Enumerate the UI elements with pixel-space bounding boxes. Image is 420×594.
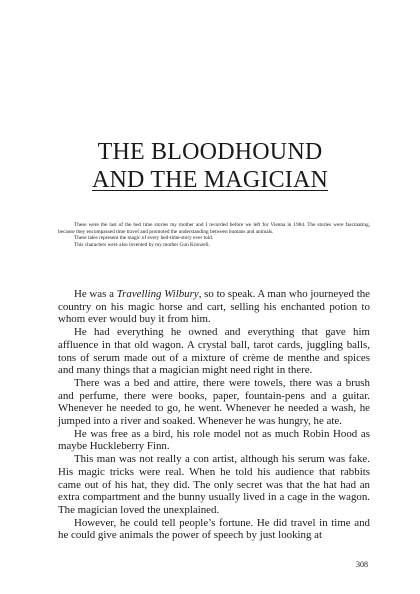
body-paragraph-6: However, he could tell people’s fortune. He did travel in time and he could give animals the power of speech by just looking at <box>58 516 370 542</box>
body-paragraph-3: There was a bed and attire, there were towels, there was a brush and perfume, there were books, paper, fountain-pens and a guitar. Whenever he needed to go, he went. Whenever he needed a wash, he jumped into a river and soaked. Whenever he was hungry, he ate. <box>58 376 370 428</box>
body-paragraph-1-italic: Travelling Wilbury <box>116 288 199 300</box>
preface-paragraph-3: This characters were also invented by my mother Gun Kronzell. <box>74 241 210 248</box>
body-paragraph-5: This man was not really a con artist, although his serum was fake. His magic tricks were real. When he told his audience that rabbits came out of his hat, they did. The only secret was that the hat had an extra compartment and the bunny usually lived in a cage in the wagon. The magician loved the unexplained. <box>58 453 370 516</box>
chapter-preface <box>58 222 370 248</box>
chapter-title-line-2: AND THE MAGICIAN <box>91 167 329 193</box>
body-paragraph-1-start: He was a <box>74 288 117 300</box>
preface-paragraph-2: These tales represent the magic of every bed-time-story ever told. <box>74 235 214 242</box>
body-paragraph-2: He had everything he owned and everything that gave him affluence in that old wagon. A crystal ball, tarot cards, juggling balls, tons of serum made out of a mixture of crème de menthe and spices and many things that a magician might need right in there. <box>58 326 370 377</box>
body-paragraph-1-end: , so to speak. A man who journeyed the country on his magic horse and cart, selling his enchanted potion to whom ever would buy it from him. <box>58 288 370 326</box>
chapter-body <box>58 288 370 542</box>
page-number: 308 <box>356 560 368 569</box>
chapter-title-line-1: THE BLOODHOUND <box>97 139 323 165</box>
body-paragraph-1 <box>58 288 370 326</box>
preface-paragraph-1: These were the last of the bed time stories my mother and I recorded before we left for Vienna in 1984. The stories were fascinating, because they encompassed time travel and promoted the understanding between humans and animals. <box>58 222 370 235</box>
body-paragraph-4: He was free as a bird, his role model not as much Robin Hood as maybe Huckleberry Finn. <box>58 427 370 453</box>
chapter-title <box>40 138 380 194</box>
